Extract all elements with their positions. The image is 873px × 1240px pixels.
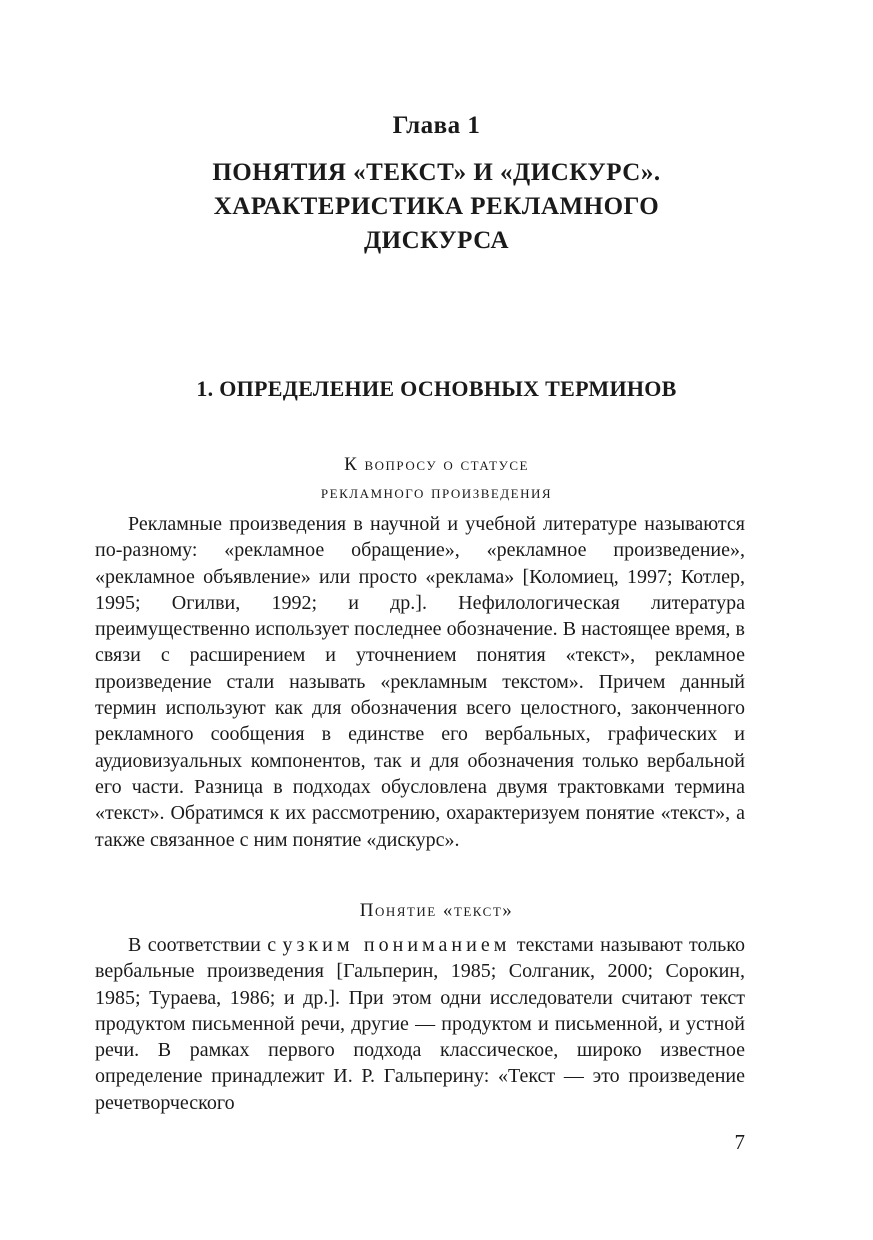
subsection-heading-line: К вопросу о статусе bbox=[344, 454, 529, 475]
subsection-heading bbox=[95, 451, 778, 507]
body-paragraph bbox=[95, 511, 745, 853]
paragraph-text-start: В соответствии с bbox=[128, 934, 283, 956]
paragraph-text-rest: текстами называют только вербальные произведения [Гальперин, 1985; Солганик, 2000; Сорокин, 1985; Тураева, 1986; и др.]. При этом одни исследователи считают текст продуктом письменной речи, другие — продуктом и письменной, и устной речи. В рамках первого подхода классическое, широко известное определение принадлежит И. Р. Гальперину: «Текст — это произведение речетворческого bbox=[95, 934, 746, 1114]
chapter-label: Глава 1 bbox=[392, 112, 481, 139]
chapter-title-line: ХАРАКТЕРИСТИКА РЕКЛАМНОГО bbox=[213, 193, 660, 220]
section-title: 1. ОПРЕДЕЛЕНИЕ ОСНОВНЫХ ТЕРМИНОВ bbox=[196, 376, 677, 401]
body-paragraph bbox=[95, 932, 745, 1116]
page-number: 7 bbox=[734, 1130, 745, 1154]
subsection-heading: Понятие «текст» bbox=[359, 900, 514, 921]
emphasized-term: узким пониманием bbox=[282, 934, 511, 956]
chapter-title-line: ДИСКУРСА bbox=[363, 227, 510, 254]
chapter-title-line: ПОНЯТИЯ «ТЕКСТ» И «ДИСКУРС». bbox=[212, 159, 661, 186]
chapter-title bbox=[95, 156, 778, 258]
subsection-heading-line: рекламного произведения bbox=[320, 482, 553, 503]
paragraph-text: Рекламные произведения в научной и учебной литературе называются по-разному: «рекламное обращение», «рекламное произведение», «рекламное объявление» или просто «реклама» [Коломиец, 1997; Котлер, 1995; Огилви, 1992; и др.]. Нефилологическая литература преимущественно использует последнее обозначение. В настоящее время, в связи с расширением и уточнением понятия «текст», рекламное произведение стали называть «рекламным текстом». Причем данный термин используют как для обозначения всего целостного, законченного рекламного сообщения в единстве его вербальных, графических и аудиовизуальных компонентов, так и для обозначения только вербальной его части. Разница в подходах обусловлена двумя трактовками термина «текст». Обратимся к их рассмотрению, охарактеризуем понятие «текст», а также связанное с ним понятие «дискурс». bbox=[95, 513, 745, 851]
